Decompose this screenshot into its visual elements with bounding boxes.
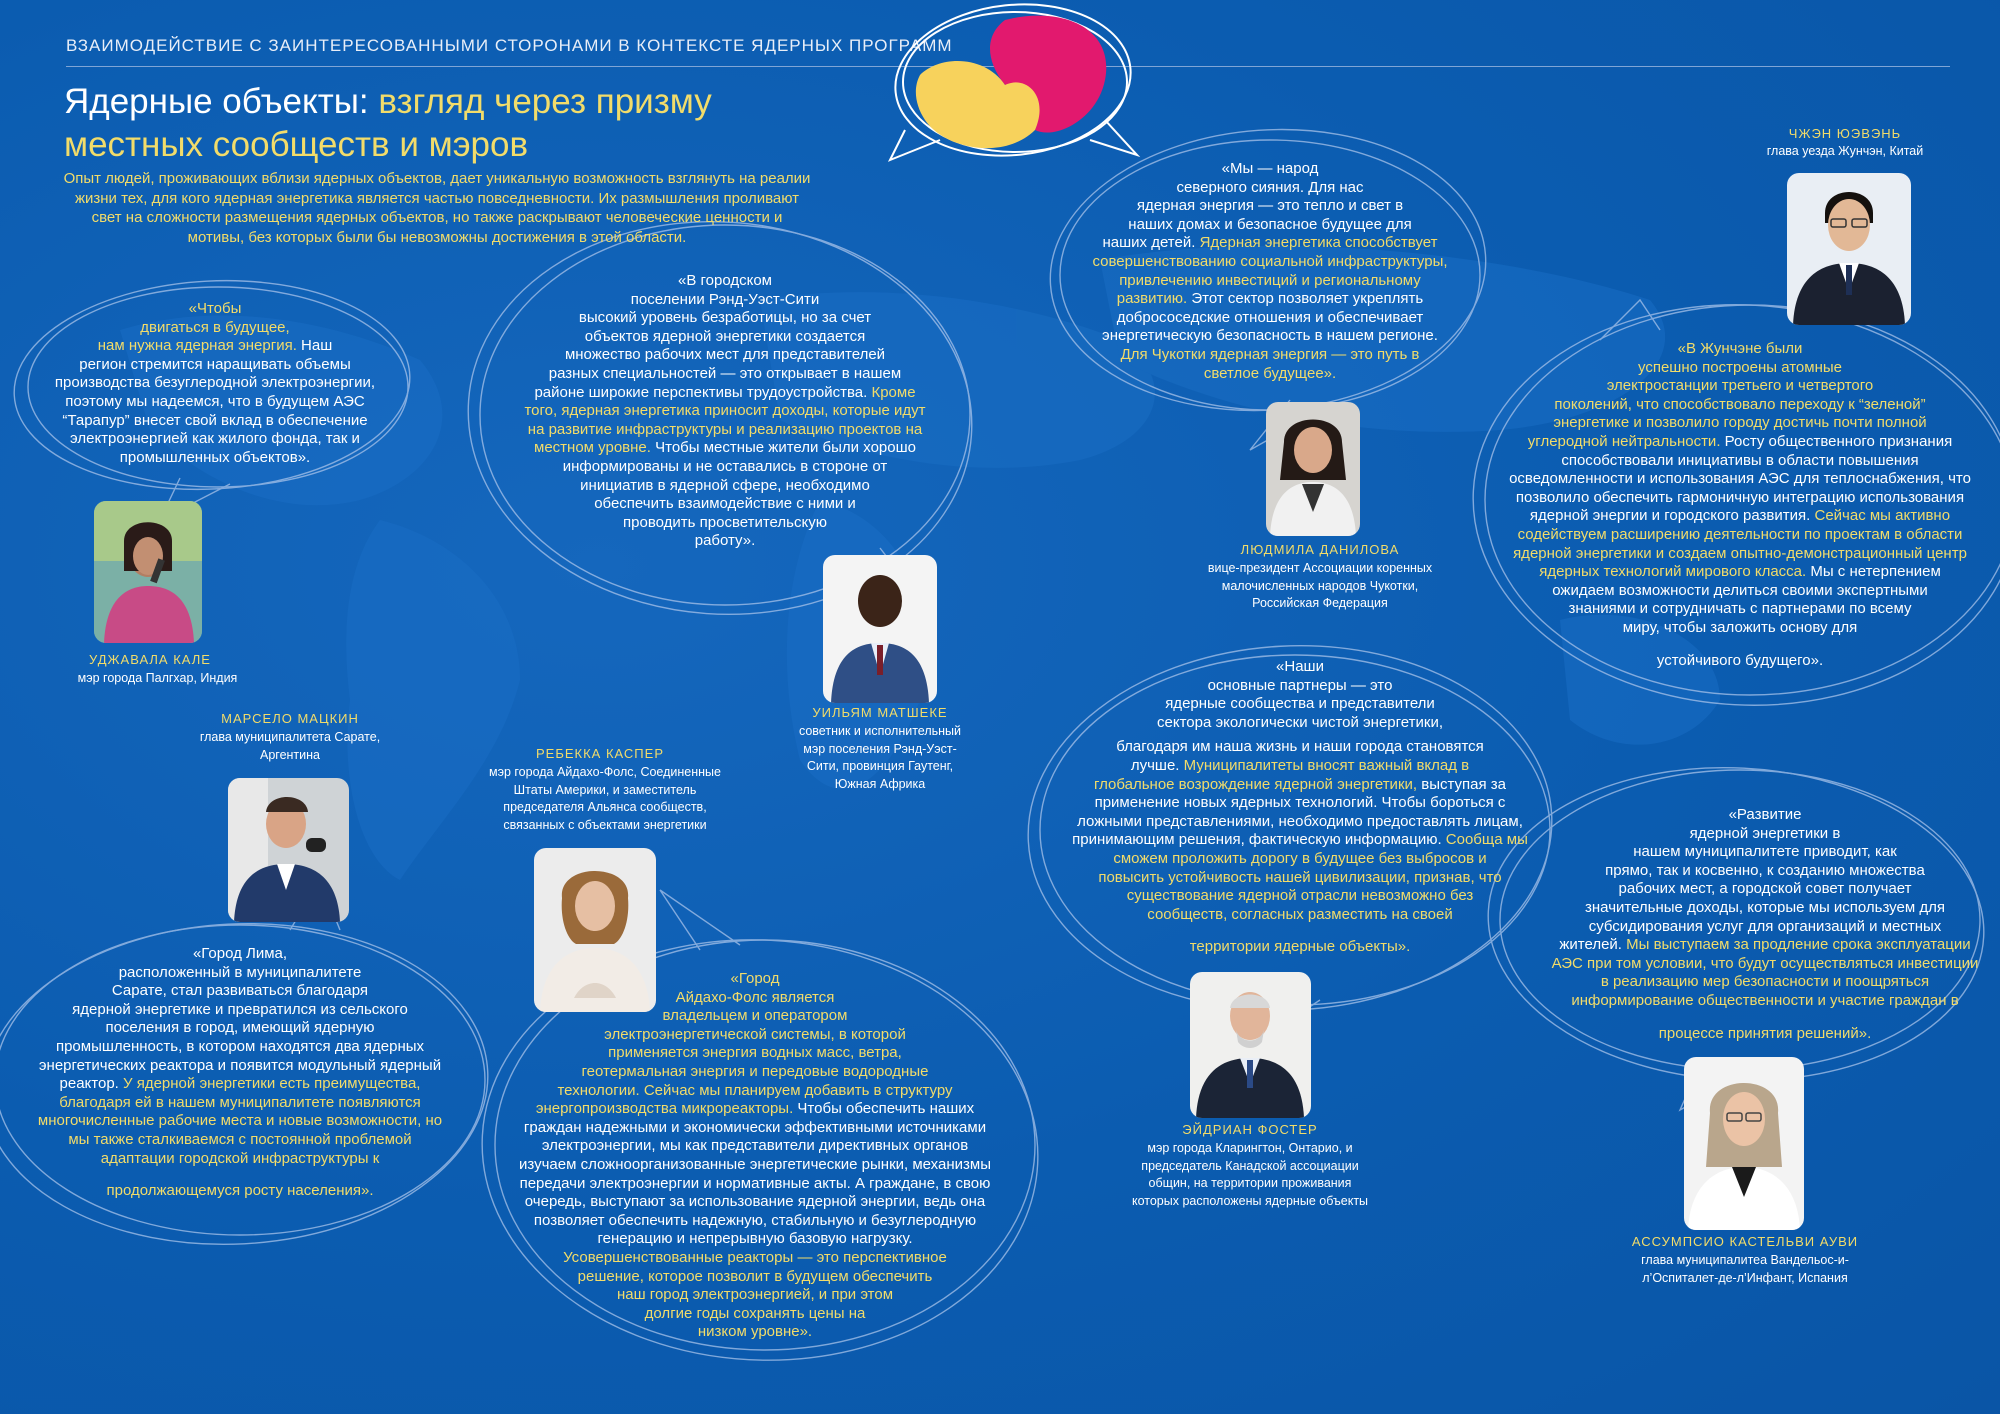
photo-zhen [1787,173,1911,325]
name-kale: УДЖАВАЛА КАЛЕ [89,652,211,667]
iaea-speech-logo-icon [885,0,1145,165]
quote-zhen: «В Жунчэне были успешно построены атомные электростанции третьего и четвертого поколений, что способствовало переходу к “зеленой” энергетике и позволило городу достичь почти полной углеродной нейтральности. Росту общественного признания способствовали инициативы в области повышения осведомленности и использования АЭС для теплоснабжения, что позволило обеспечить гармоничную интеграцию использования ядерной энергии и городского развития. Сейчас мы активно содействуем расширению деятельности по проектам в области ядерной энергетики и создаем опытно-демонстрационный центр ядерных технологий мирового класса. Мы с нетерпением ожидаем возможности делиться своими экспертными знаниями и сотрудничать с партнерами по всему миру, чтобы заложить основу для устойчивого будущего». [1509,340,1971,669]
title-accent-2: местных сообществ и мэров [64,125,529,164]
quote-mackin: «Город Лима, расположенный в муниципалитете Сарате, стал развиваться благодаря ядерной энергетике и превратился из сельского поселения в город, имеющий ядерную промышленность, в котором находятся два ядерных энергетических реактора и появится модульный ядерный реактор. У ядерной энергетики есть преимущества, благодаря ей в нашем муниципалитете появляются многочисленные рабочие места и новые возможности, но мы также сталкиваемся с постоянной проблемой адаптации городской инфраструктуры к продолжающемуся росту населения». [37,945,443,1200]
role-kale: мэр города Палгхар, Индия [77,671,238,685]
role-mackin: глава муниципалитета Сарате, Аргентина [199,730,381,762]
name-kasper: РЕБЕККА КАСПЕР [535,746,664,761]
photo-kale [94,501,202,643]
role-danilova: вице-президент Ассоциации коренных малочисленных народов Чукотки, Российская Федерация [1207,561,1433,610]
name-auvi: АССУМПСИО КАСТЕЛЬВИ АУВИ [1631,1234,1859,1249]
quote-danilova: «Мы — народ северного сияния. Для нас ядерная энергия — это тепло и свет в наших домах и безопасное будущее для наших детей. Ядерная энергетика способствует совершенствованию социальной инфраструктуры, привлечению инвестиций и региональному развитию. Этот сектор позволяет укреплять добрососедские отношения и обеспечивает энергетическую безопасность в нашем регионе. Для Чукотки ядерная энергия — это путь в светлое будущее». [1092,160,1448,382]
name-mackin: МАРСЕЛО МАЦКИН [221,711,359,726]
name-matsheke: УИЛЬЯМ МАТШЕКЕ [812,705,948,720]
quote-matsheke: «В городском поселении Рэнд-Уэст-Сити высокий уровень безработицы, но за счет объектов ядерной энергетики создается множество рабочих мест для представителей разных специальностей — это открывает в нашем районе широкие перспективы трудоустройства. Кроме того, ядерная энергетика приносит доходы, которые идут на развитие инфраструктуры и реализацию проектов на местном уровне. Чтобы местные жители были хорошо информированы и не оставались в стороне от инициатив в ядерной сфере, необходимо обеспечить взаимодействие с ними и проводить просветительскую работу». [524,272,926,550]
quote-auvi: «Развитие ядерной энергетики в нашем муниципалитете приводит, как прямо, так и косвенно, к созданию множества рабочих мест, а городской совет получает значительные доходы, которые мы используем для субсидирования услуг для организаций и местных жителей. Мы выступаем за продление срока эксплуатации АЭС при том условии, что будут осуществляться инвестиции в реализацию мер безопасности и поощряться информирование общественности и участие граждан в процессе принятия решений». [1551,806,1979,1042]
name-zhen: ЧЖЭН ЮЭВЭНЬ [1788,126,1902,141]
quote-kasper: «Город Айдахо-Фолс является владельцем и оператором электроэнергетической системы, в которой применяется энергия водных масс, ветра, геотермальная энергия и передовые водородные технологии. Сейчас мы планируем добавить в структуру энергопроизводства микрореакторы. Чтобы обеспечить наших граждан надежными и экономически эффективными источниками электроэнергии, мы как представители директивных органов изучаем сложноорганизованные энергетические рынки, механизмы передачи электроэнергии и нормативные акты. А граждане, в свою очередь, выступают за использование ядерной энергии, ведь она позволяет обеспечить надежную, стабильную и безуглеродную генерацию и непрерывную базовую нагрузку. Усовершенствованные реакторы — это перспективное решение, которое позволит в будущем обеспечить наш город электроэнергией, и при этом долгие годы сохранять цены на низком уровне». [519,970,991,1341]
photo-matsheke [823,555,937,703]
title-plain: Ядерные объекты: [64,82,379,121]
page-title [64,80,712,166]
photo-mackin [228,778,349,922]
name-danilova: ЛЮДМИЛА ДАНИЛОВА [1240,542,1400,557]
role-matsheke: советник и исполнительный мэр поселения Рэнд-Уэст- Сити, провинция Гаутенг, Южная Африка [798,724,962,791]
photo-danilova [1266,402,1360,536]
role-zhen: глава уезда Жунчэн, Китай [1766,144,1924,158]
role-foster: мэр города Кларингтон, Онтарио, и председатель Канадской ассоциации общин, на территории проживания которых расположены ядерные объекты [1131,1141,1369,1208]
role-kasper: мэр города Айдахо-Фолс, Соединенные Штаты Америки, и заместитель председателя Альянса сообществ, связанных с объектами энергетики [489,765,721,832]
quote-foster: «Наши основные партнеры — это ядерные сообщества и представители сектора экологически чистой энергетики, благодаря им наша жизнь и наши города становятся лучше. Муниципалитеты вносят важный вклад в глобальное возрождение ядерной энергетики, выступая за применение новых ядерных технологий. Чтобы бороться с ложными представлениями, необходимо предоставлять лицам, принимающим решения, фактическую информацию. Сообща мы сможем проложить дорогу в будущее без выбросов и повысить устойчивость нашей цивилизации, признав, что существование ядерной отрасли невозможно без сообществ, согласных разместить на своей территории ядерные объекты». [1072,658,1528,956]
role-auvi: глава муниципалитеа Вандельос-и- л’Оспиталет-де-л’Инфант, Испания [1641,1253,1849,1285]
section-header: ВЗАИМОДЕЙСТВИЕ С ЗАИНТЕРЕСОВАННЫМИ СТОРОНАМИ В КОНТЕКСТЕ ЯДЕРНЫХ ПРОГРАММ [66,36,953,55]
photo-foster [1190,972,1311,1118]
quote-kale: «Чтобы двигаться в будущее, нам нужна ядерная энергия. Наш регион стремится наращивать объемы производства безуглеродной электроэнергии, поэтому мы надеемся, что в будущем АЭС “Тарапур” внесет свой вклад в обеспечение электроэнергией как жилого фонда, так и промышленных объектов». [54,300,376,466]
photo-auvi [1684,1057,1804,1230]
name-foster: ЭЙДРИАН ФОСТЕР [1182,1122,1318,1137]
title-accent-1: взгляд через призму [378,82,712,121]
intro-paragraph: Опыт людей, проживающих вблизи ядерных объектов, дает уникальную возможность взглянуть на реалии жизни тех, для кого ядерная энергетика является частью повседневности. Их размышления проливают свет на сложности размещения ядерных объектов, но также раскрывают человеческие ценности и мотивы, без которых были бы невозможны достижения в этой области. [63,170,811,246]
